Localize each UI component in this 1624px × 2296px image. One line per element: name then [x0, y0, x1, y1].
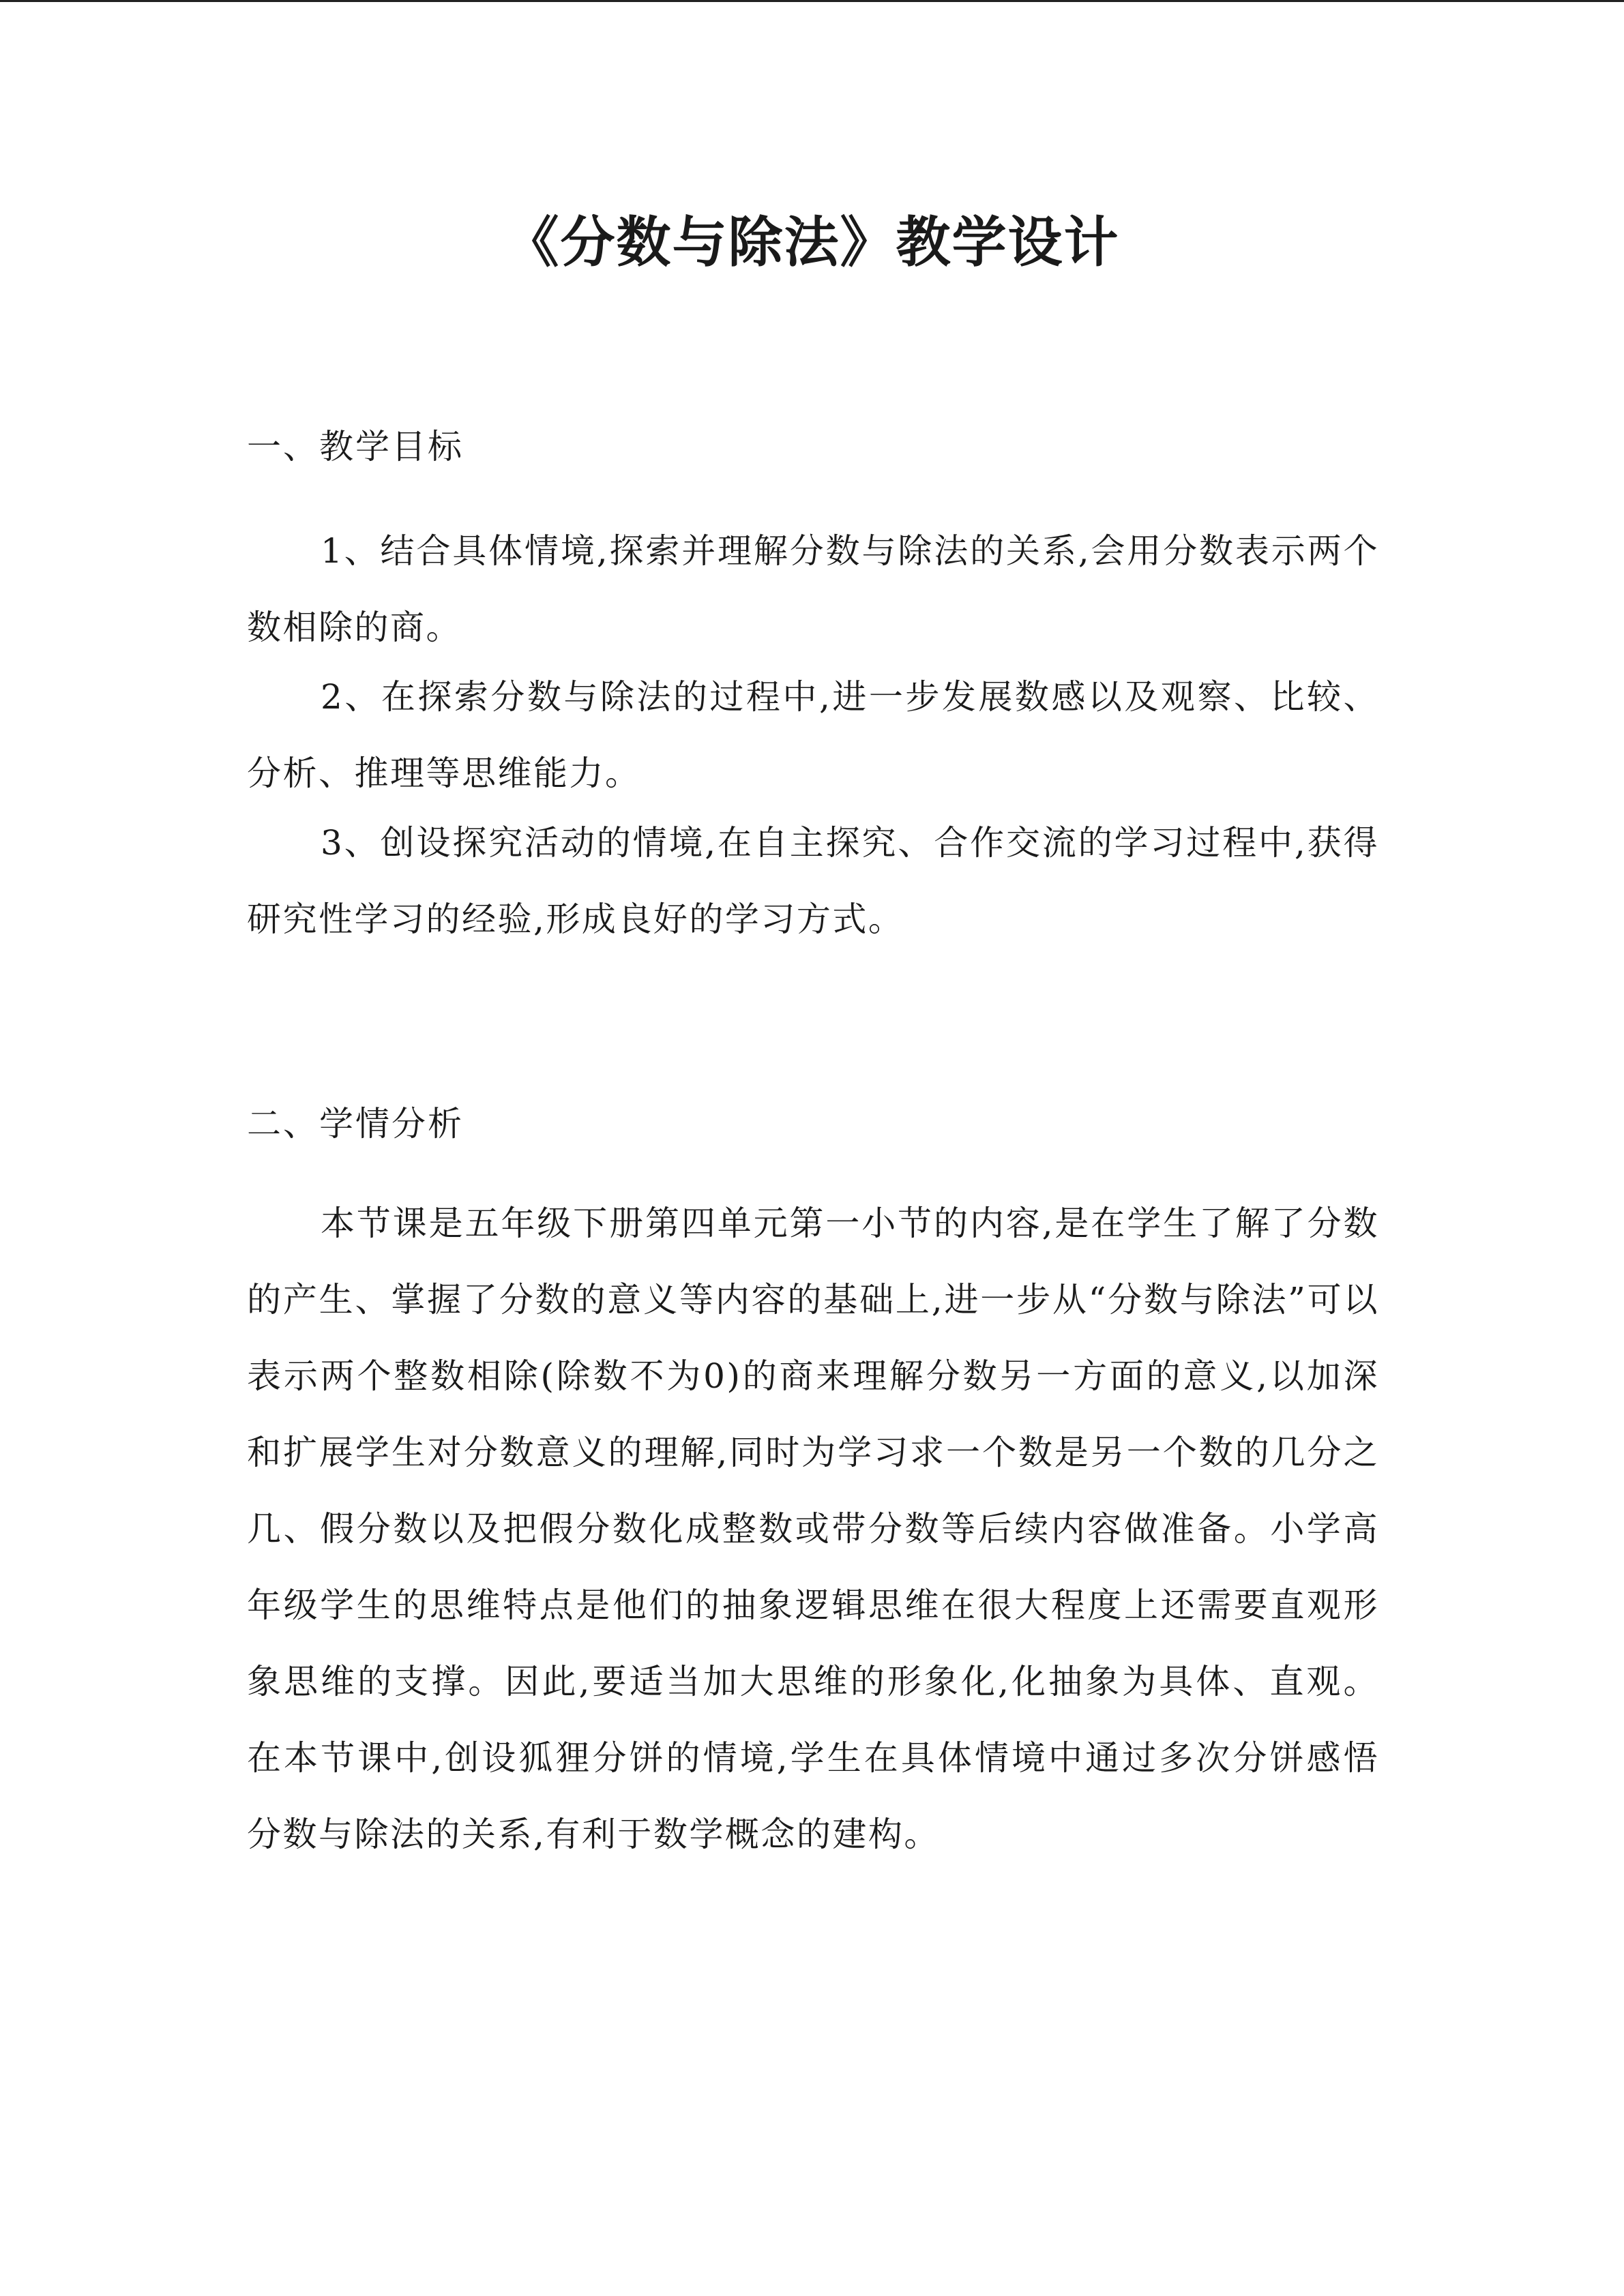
- objective-paragraph-2: 2、在探索分数与除法的过程中,进一步发展数感以及观察、比较、分析、推理等思维能力。: [247, 677, 1379, 793]
- section-heading-learning-analysis: 二、学情分析: [247, 1104, 464, 1144]
- section-heading-teaching-objectives: 一、教学目标: [247, 427, 464, 466]
- learning-analysis-paragraph: 本节课是五年级下册第四单元第一小节的内容,是在学生了解了分数的产生、掌握了分数的意义等内容的基础上,进一步从“分数与除法”可以表示两个整数相除(除数不为0)的商来理解分数另一方面的意义,以加深和扩展学生对分数意义的理解,同时为学习求一个数是另一个数的几分之几、假分数以及把假分数化成整数或带分数等后续内容做准备。小学高年级学生的思维特点是他们的抽象逻辑思维在很大程度上还需要直观形象思维的支撑。因此,要适当加大思维的形象化,化抽象为具体、直观。在本节课中,创设狐狸分饼的情境,学生在具体情境中通过多次分饼感悟分数与除法的关系,有利于数学概念的建构。: [247, 1204, 1379, 1854]
- page-top-border: [0, 0, 1624, 2]
- document-title: 《分数与除法》教学设计: [504, 211, 1120, 274]
- objective-paragraph-3: 3、创设探究活动的情境,在自主探究、合作交流的学习过程中,获得研究性学习的经验,形成良好的学习方式。: [247, 823, 1379, 939]
- objective-paragraph-1: 1、结合具体情境,探索并理解分数与除法的关系,会用分数表示两个数相除的商。: [247, 531, 1379, 647]
